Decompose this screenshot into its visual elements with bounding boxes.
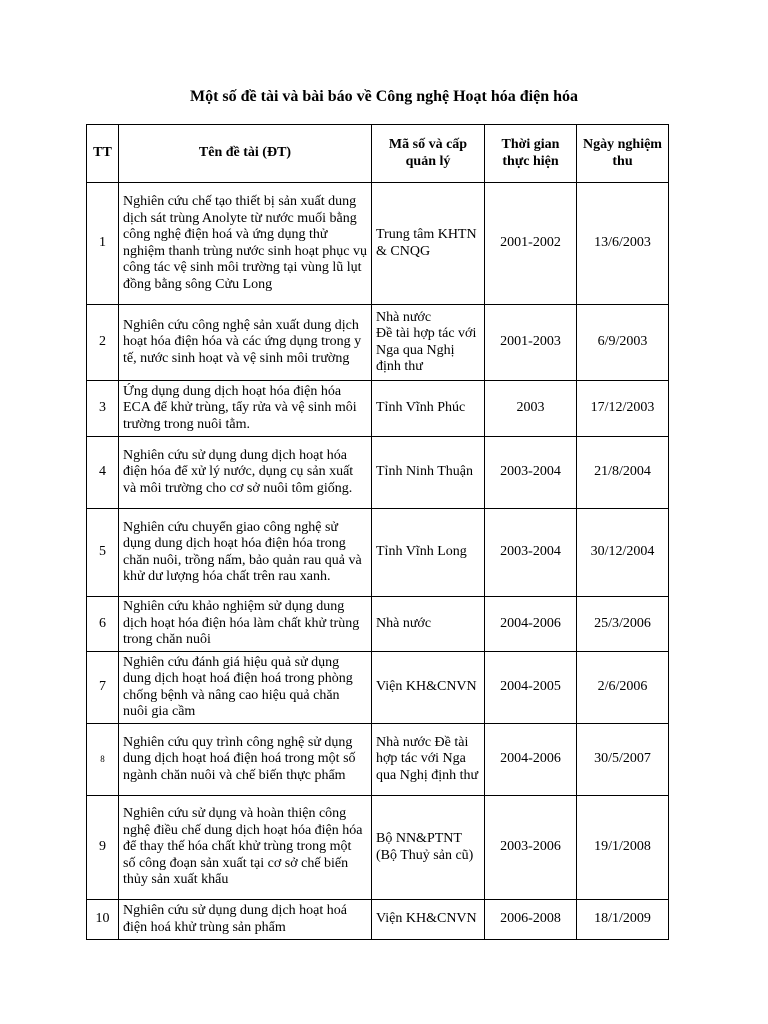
row-org [372, 597, 485, 652]
table-row [87, 437, 669, 509]
row-name: Nghiên cứu đánh giá hiệu quả sử dụng dung dịch hoạt hoá điện hoá trong phòng chống bệnh và nâng cao hiệu quả chăn nuôi gia cầm [119, 652, 372, 724]
row-org-text: Tỉnh Vĩnh Phúc [376, 400, 466, 416]
row-tt: 4 [87, 437, 119, 509]
row-date: 30/12/2004 [577, 509, 669, 597]
row-date: 19/1/2008 [577, 796, 669, 900]
row-tt: 3 [87, 381, 119, 437]
table-row [87, 900, 669, 940]
row-name: Nghiên cứu chế tạo thiết bị sản xuất dung dịch sát trùng Anolyte từ nước muối bằng công nghệ điện hoá và ứng dụng thử nghiệm thanh trùng nước sinh hoạt phục vụ công tác vệ sinh môi trường tại vùng lũ lụt đồng bằng sông Cửu Long [119, 183, 372, 305]
row-tt: 6 [87, 597, 119, 652]
row-org-text: Viện KH&CNVN [376, 679, 477, 695]
row-date: 13/6/2003 [577, 183, 669, 305]
row-tt: 1 [87, 183, 119, 305]
row-time: 2003-2004 [485, 437, 577, 509]
row-name: Nghiên cứu sử dụng dung dịch hoạt hóa điện hóa để xử lý nước, dụng cụ sản xuất và môi trường cho cơ sở nuôi tôm giống. [119, 437, 372, 509]
row-org [372, 305, 485, 381]
table-header [87, 125, 669, 183]
row-org [372, 724, 485, 796]
header-date: Ngày nghiệm thu [577, 125, 669, 183]
row-time: 2006-2008 [485, 900, 577, 940]
table-row [87, 509, 669, 597]
projects-table [86, 124, 669, 940]
row-name: Nghiên cứu chuyển giao công nghệ sử dụng dung dịch hoạt hóa điện hóa trong chăn nuôi, trồng nấm, bảo quản rau quả và khử dư lượng hóa chất trên rau xanh. [119, 509, 372, 597]
table-row [87, 305, 669, 381]
row-org-text: Bộ NN&PTNT (Bộ Thuỷ sản cũ) [376, 831, 474, 863]
row-time: 2003-2006 [485, 796, 577, 900]
row-time: 2004-2006 [485, 724, 577, 796]
row-time: 2001-2002 [485, 183, 577, 305]
row-tt: 8 [87, 724, 119, 796]
row-time: 2003 [485, 381, 577, 437]
row-org-text: Nhà nước [376, 615, 432, 631]
row-tt: 5 [87, 509, 119, 597]
table-row [87, 381, 669, 437]
row-org-text: Trung tâm KHTN & CNQG [376, 227, 477, 259]
row-org [372, 437, 485, 509]
row-org-text: Tỉnh Vĩnh Long [376, 544, 467, 560]
row-name: Nghiên cứu quy trình công nghệ sử dụng dung dịch hoạt hoá điện hoá trong một số ngành chăn nuôi và chế biến thực phẩm [119, 724, 372, 796]
row-org [372, 652, 485, 724]
row-tt: 10 [87, 900, 119, 940]
row-org [372, 183, 485, 305]
table-row [87, 183, 669, 305]
header-org: Mã số và cấp quản lý [372, 125, 485, 183]
row-time: 2004-2005 [485, 652, 577, 724]
row-tt: 2 [87, 305, 119, 381]
row-time: 2003-2004 [485, 509, 577, 597]
row-org-text: Nhà nước [376, 309, 432, 325]
header-name: Tên đề tài (ĐT) [119, 125, 372, 183]
row-date: 2/6/2006 [577, 652, 669, 724]
row-name: Nghiên cứu sử dụng và hoàn thiện công nghệ điều chế dung dịch hoạt hóa điện hóa để thay thế hóa chất khử trùng trong một số công đoạn sản xuất tại cơ sở chế biến thủy sản xuất khẩu [119, 796, 372, 900]
row-tt: 9 [87, 796, 119, 900]
row-name: Nghiên cứu sử dụng dung dịch hoạt hoá điện hoá khử trùng sản phẩm [119, 900, 372, 940]
header-time: Thời gian thực hiện [485, 125, 577, 183]
table-row [87, 597, 669, 652]
row-time: 2001-2003 [485, 305, 577, 381]
row-date: 21/8/2004 [577, 437, 669, 509]
header-row [87, 125, 669, 183]
row-time: 2004-2006 [485, 597, 577, 652]
row-tt: 7 [87, 652, 119, 724]
table-body [87, 183, 669, 940]
row-date: 25/3/2006 [577, 597, 669, 652]
document-title: Một số đề tài và bài báo về Công nghệ Hoạt hóa điện hóa [189, 88, 579, 105]
table-row [87, 652, 669, 724]
row-org-text: Viện KH&CNVN [376, 911, 477, 927]
row-date: 18/1/2009 [577, 900, 669, 940]
row-org [372, 796, 485, 900]
row-name: Nghiên cứu khảo nghiệm sử dụng dung dịch hoạt hóa điện hóa làm chất khử trùng trong chăn nuôi [119, 597, 372, 652]
row-org [372, 509, 485, 597]
row-date: 17/12/2003 [577, 381, 669, 437]
table-row [87, 796, 669, 900]
row-name: Nghiên cứu công nghệ sản xuất dung dịch hoạt hóa điện hóa và các ứng dụng trong y tế, nước sinh hoạt và vệ sinh môi trường [119, 305, 372, 381]
row-org-note: Đề tài hợp tác với Nga qua Nghị định thư [376, 326, 477, 374]
header-tt: TT [87, 125, 119, 183]
row-org [372, 900, 485, 940]
row-name: Ứng dụng dung dịch hoạt hóa điện hóa ECA để khử trùng, tẩy rửa và vệ sinh môi trường trong nuôi tằm. [119, 381, 372, 437]
table-row [87, 724, 669, 796]
row-date: 6/9/2003 [577, 305, 669, 381]
row-date: 30/5/2007 [577, 724, 669, 796]
row-org-text: Tỉnh Ninh Thuận [376, 464, 473, 480]
row-org-text: Nhà nước Đề tài hợp tác với Nga qua Nghị định thư [376, 734, 479, 783]
row-org [372, 381, 485, 437]
